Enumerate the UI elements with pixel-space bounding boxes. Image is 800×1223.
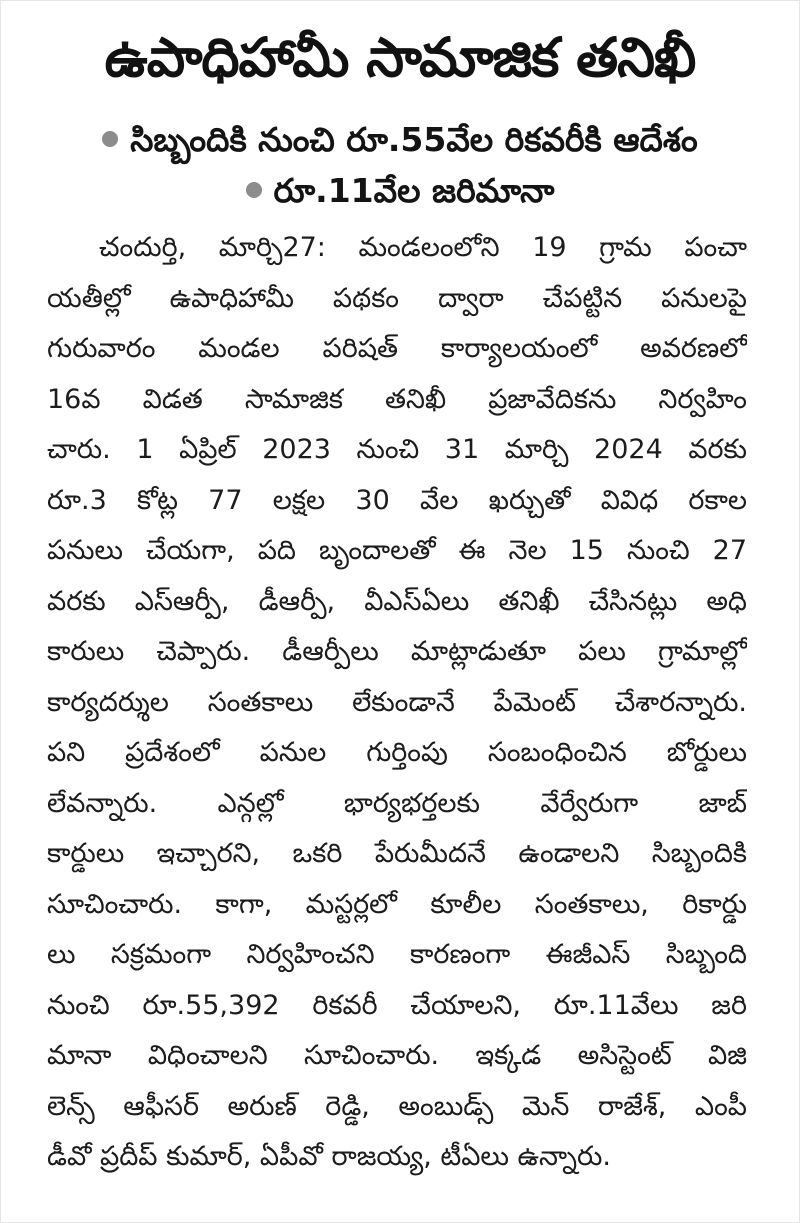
body-line: రూ.3 కోట్ల 77 లక్షల 30 వేల ఖర్చుతో వివిధ రకాల [47,484,747,516]
bullet-icon [102,131,118,147]
headline: ఉపాధిహామీ సామాజిక తనిఖీ [104,26,696,89]
subheading-fine-text: రూ.11వేల జరిమానా [273,171,555,210]
body-line: కారులు చెప్పారు. డీఆర్పీలు మాట్లాడుతూ పలు గ్రామాల్లో [47,636,747,667]
body-line: మానా విధించాలని సూచించారు. ఇక్కడ అసిస్టెంట్ విజి [47,1040,747,1071]
body-line: పని ప్రదేశంలో పనుల గుర్తింపు సంబంధించిన బోర్డులు [47,737,747,768]
body-line: కార్యదర్శుల సంతకాలు లేకుండానే పేమెంట్ చేశారన్నారు. [47,686,747,718]
body-line: వరకు ఎస్ఆర్పీ, డీఆర్పీ, వీఎస్ఏలు తనిఖీ చేసినట్లు అధి [47,585,747,617]
subheading-fine [41,169,759,213]
bullet-icon [246,182,262,198]
body-line: డీవో ప్రదీప్ కుమార్, ఏపీవో రాజయ్య, టీఏలు ఉన్నారు. [47,1141,611,1172]
body-line: లెన్స్ ఆఫీసర్ అరుణ్ రెడ్డి, అంబుడ్స్ మెన్ రాజేశ్, ఎంపీ [47,1090,747,1122]
body-line: యతీల్లో ఉపాధిహామీ పథకం ద్వారా చేపట్టిన పనులపై [47,282,747,314]
subheading-recovery-text: సిబ్బందికి నుంచి రూ.55వేల రికవరీకి ఆదేశం [130,120,698,159]
body-line: సూచించారు. కాగా, మస్టర్లలో కూలీల సంతకాలు, రికార్డు [47,888,747,920]
body-line: చందుర్తి, మార్చి27: మండలంలోని 19 గ్రామ పంచా [99,232,747,263]
body-line: గురువారం మండల పరిషత్ కార్యాలయంలో అవరణలో [47,333,747,364]
body-line: నుంచి రూ.55,392 రికవరీ చేయాలని, రూ.11వేలు జరి [47,989,747,1021]
body-line: కార్డులు ఇచ్చారని, ఒకరి పేరుమీదనే ఉండాలని సిబ్బందికి [47,838,747,869]
subheading-recovery [41,118,759,162]
body-line: లు సక్రమంగా నిర్వహించని కారణంగా ఈజీఎస్ సిబ్బంది [47,939,747,970]
body-line: 16వ విడత సామాజిక తనిఖీ ప్రజావేదికను నిర్వహిం [47,383,747,415]
body-line: చారు. 1 ఏప్రిల్ 2023 నుంచి 31 మార్చి 2024 వరకు [47,434,747,465]
body-line: లేవన్నారు. ఎన్గల్లో భార్యభర్తలకు వేర్వేరుగా జాబ్ [47,787,747,819]
article-body [47,223,747,1183]
body-line: పనులు చేయగా, పది బృందాలతో ఈ నెల 15 నుంచి 27 [47,535,747,566]
